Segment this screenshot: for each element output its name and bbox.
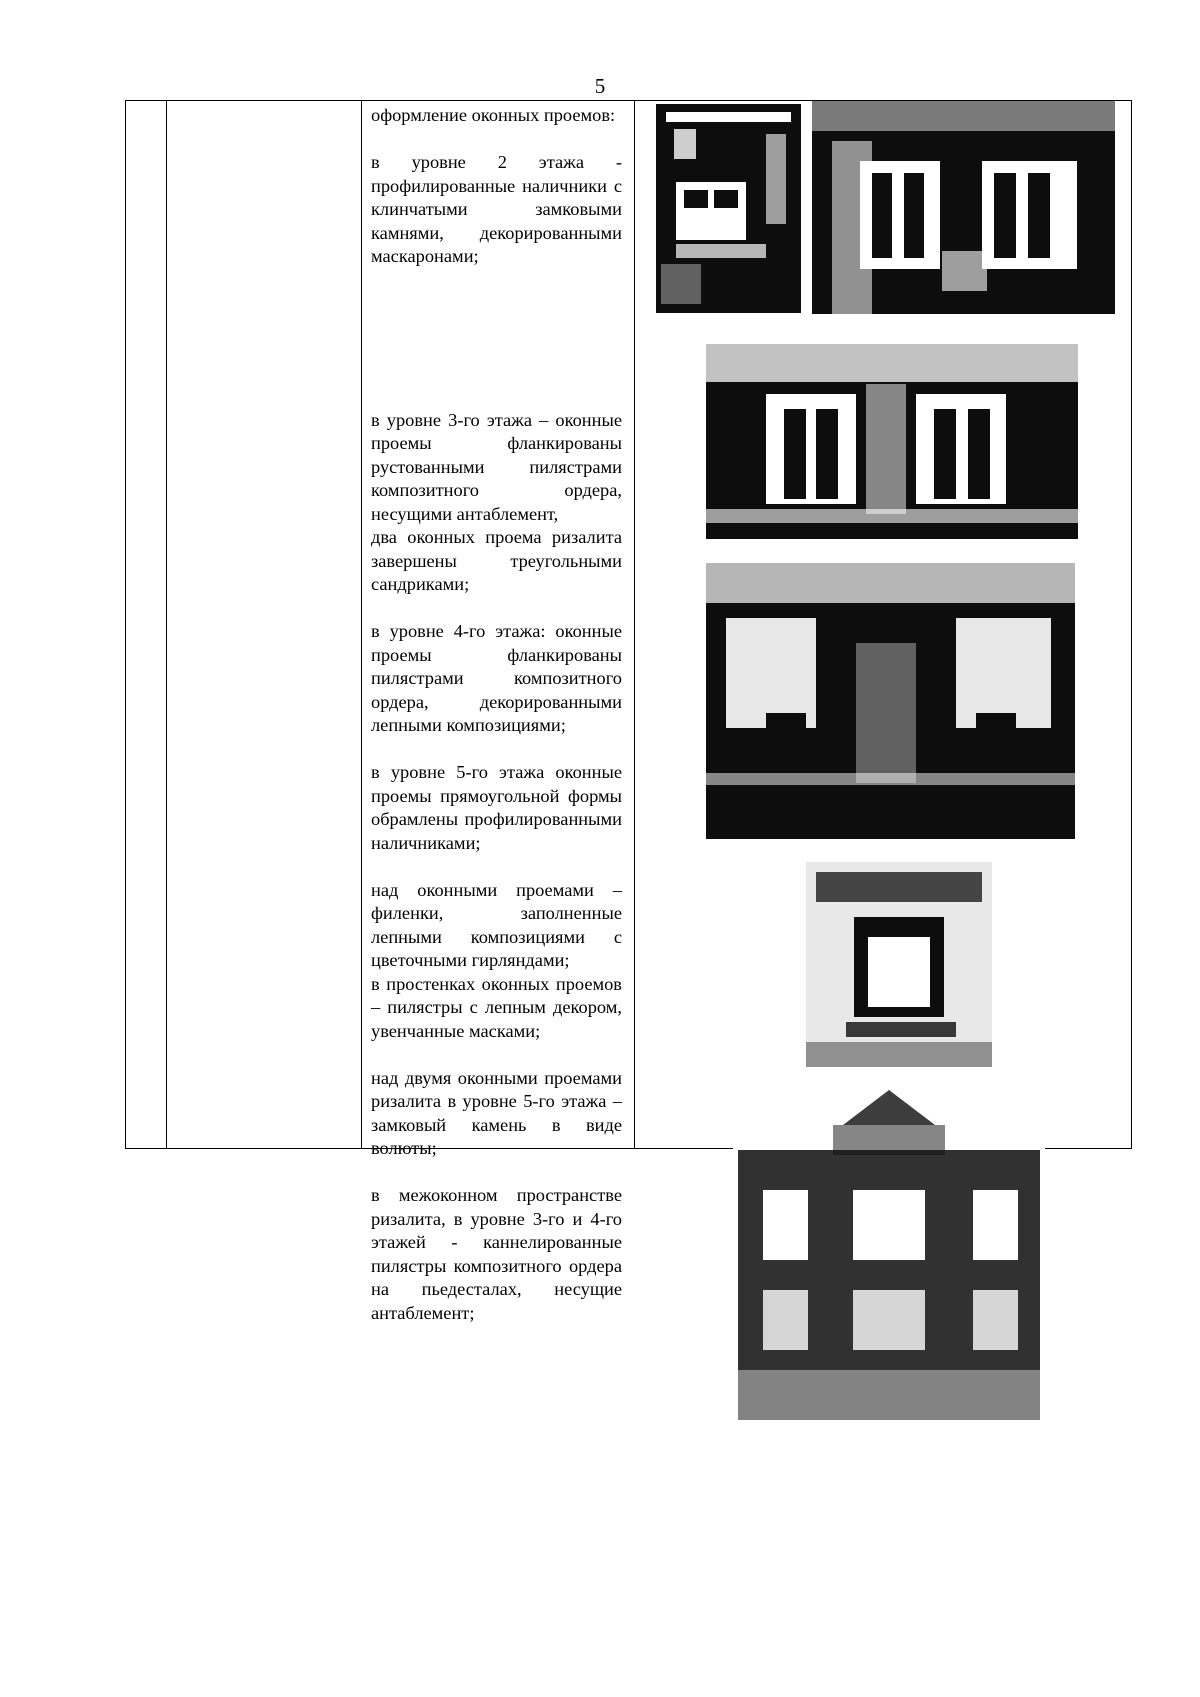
paragraph-piers: в простенках оконных проемов – пилястры с лепным декором, увенчанные масками; xyxy=(371,973,622,1041)
paragraph-level4: в уровне 4-го этажа: оконные проемы фланкированы пилястрами композитного ордера, декорированными лепными композициями; xyxy=(371,621,622,735)
column-divider-3 xyxy=(634,101,635,1148)
facade-photo-level3 xyxy=(706,344,1078,539)
facade-description xyxy=(371,104,622,1325)
paragraph-above-windows: над оконными проемами – филенки, заполненные лепными композициями с цветочными гирляндами; xyxy=(371,879,622,970)
facade-photo-level2-right xyxy=(812,101,1115,314)
column-divider-1 xyxy=(166,101,167,1148)
paragraph-intro: оформление оконных проемов: xyxy=(371,105,616,125)
facade-photo-level4 xyxy=(706,563,1075,839)
paragraph-level2: в уровне 2 этажа - профилированные наличники с клинчатыми замковыми камнями, декорированными маскаронами; xyxy=(371,152,622,266)
facade-photo-risalit xyxy=(733,1090,1045,1420)
facade-photo-level2-left xyxy=(656,104,801,313)
page-number: 5 xyxy=(594,74,606,98)
paragraph-interwindow: в межоконном пространстве ризалита, в уровне 3-го и 4-го этажей - каннелированные пилястры композитного ордера на пьедесталах, несущие антаблемент; xyxy=(371,1185,622,1323)
column-divider-2 xyxy=(361,101,362,1148)
paragraph-level3: в уровне 3-го этажа – оконные проемы фланкированы рустованными пилястрами композитного ордера, несущими антаблемент, xyxy=(371,409,622,524)
facade-photo-level5 xyxy=(806,862,992,1067)
paragraph-level3-risalit: два оконных проема ризалита завершены треугольными сандриками; xyxy=(371,527,622,594)
paragraph-keystone: над двумя оконными проемами ризалита в уровне 5-го этажа – замковый камень в виде волюты; xyxy=(371,1067,622,1158)
paragraph-level5: в уровне 5-го этажа оконные проемы прямоугольной формы обрамлены профилированными наличниками; xyxy=(371,762,622,853)
